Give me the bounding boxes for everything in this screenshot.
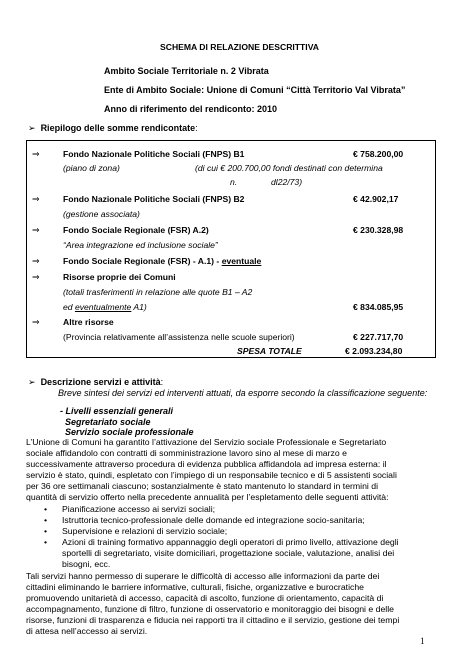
bullet-icon: • xyxy=(44,526,48,536)
page-number: 1 xyxy=(420,636,425,646)
implies-arrow-icon: ⇒ xyxy=(32,272,40,282)
fund-amount: € 230.328,98 xyxy=(353,225,404,235)
bullet-icon: • xyxy=(44,515,48,525)
paragraph-line: L’Unione di Comuni ha garantito l’attivazione del Servizio sociale Professionale e Segretariato xyxy=(26,437,387,447)
anno-value: : 2010 xyxy=(251,104,278,114)
fund-label: Risorse proprie dei Comuni xyxy=(63,272,176,282)
fund-note-underlined: eventualmente xyxy=(74,302,132,312)
fund-amount: € 227.717,70 xyxy=(353,332,404,342)
paragraph xyxy=(26,571,446,638)
paragraph-line: sociale affidandolo con contratti di somministrazione lavoro sino al mese di marzo e xyxy=(26,448,347,459)
fund-note xyxy=(63,302,147,312)
paragraph-line: quantità di servizio offerto nella precedente annualità per l’espletamento delle seguenti attività: xyxy=(26,492,389,503)
anno-line xyxy=(104,104,277,114)
level-heading: Servizio sociale professionale xyxy=(65,427,194,437)
total-label: SPESA TOTALE xyxy=(237,346,302,356)
arrow-bullet-icon: ➢ xyxy=(28,123,36,133)
fund-label: Altre risorse xyxy=(63,317,114,327)
fund-label: Fondo Sociale Regionale (FSR) A.2) xyxy=(63,225,209,235)
fund-note: “Area integrazione ed inclusione sociale” xyxy=(63,240,218,250)
descrizione-label: Descrizione servizi e attività xyxy=(40,377,161,387)
fund-note-text: A1) xyxy=(131,302,147,312)
paragraph-line: risorse, funzioni di trasparenza e fiducia nei rapporti tra il cittadino e il servizio, gestione dei tempi xyxy=(26,615,400,626)
level-heading: Segretariato sociale xyxy=(65,417,151,427)
arrow-bullet-icon: ➢ xyxy=(28,377,36,387)
paragraph-line: servizio è stato, quindi, espletato con l’impiego di un responsabile tecnico e di 5 assistenti sociali xyxy=(26,470,397,481)
fund-note: (di cui € 200.700,00 fondi destinati con determina xyxy=(195,163,383,173)
ambito-heading: Ambito Sociale Territoriale n. 2 Vibrata xyxy=(104,66,269,76)
descrizione-intro: Breve sintesi dei servizi ed interventi attuati, da esporre secondo la classificazione seguente: xyxy=(58,388,428,398)
paragraph-line: per 36 ore settimanali ciascuno; sostanzialmente è stato mantenuto lo standard in termini di xyxy=(26,481,379,492)
fund-note: (gestione associata) xyxy=(63,209,140,219)
page-title: SCHEMA DI RELAZIONE DESCRITTIVA xyxy=(160,42,319,52)
fund-note: dl22/73) xyxy=(271,177,303,187)
list-item: Supervisione e relazioni di servizio sociale; xyxy=(62,526,228,536)
fund-note: (totali trasferimenti in relazione alle quote B1 – A2 xyxy=(63,287,253,297)
total-amount: € 2.093.234,80 xyxy=(345,346,403,356)
paragraph-line: Tali servizi hanno permesso di superare le difficoltà di accesso alle informazioni da parte dei xyxy=(26,571,380,581)
list-item-line: bisogni, ecc. xyxy=(62,559,111,569)
level-heading: - Livelli essenziali generali xyxy=(60,406,174,416)
paragraph xyxy=(26,437,446,504)
implies-arrow-icon: ⇒ xyxy=(32,317,40,327)
bullet-icon: • xyxy=(44,504,48,514)
fund-note: (piano di zona) xyxy=(63,163,120,173)
fund-label: Fondo Nazionale Politiche Sociali (FNPS) B1 xyxy=(63,149,245,159)
list-item-line: sportelli di segretariato, visite domiciliari, progettazione sociale, valutazione, analisi dei xyxy=(62,548,395,558)
fund-amount: € 42.902,17 xyxy=(353,194,399,204)
funds-table xyxy=(26,140,436,358)
implies-arrow-icon: ⇒ xyxy=(32,149,40,159)
paragraph-line: accompagnamento, funzione di filtro, funzione di osservatorio e monitoraggio dei bisogni e delle xyxy=(26,604,394,615)
fund-amount: € 834.085,95 xyxy=(353,302,404,312)
descrizione-heading xyxy=(28,377,163,388)
bullet-icon: • xyxy=(44,537,48,547)
fund-label: Fondo Nazionale Politiche Sociali (FNPS) B2 xyxy=(63,194,245,204)
paragraph-line: promuovendo unitarietà di accesso, capacità di ascolto, funzione di orientamento, capacità di xyxy=(26,593,384,604)
list-item-line: Azioni di training formativo appannaggio degli operatori di primo livello, attivazione degli xyxy=(62,537,399,547)
paragraph-line: successivamente attraverso procedura di evidenza pubblica affidandola ad impresa esterna: il xyxy=(26,459,387,470)
descrizione-colon: : xyxy=(160,377,164,387)
fund-note: (Provincia relativamente all’assistenza nelle scuole superiori) xyxy=(63,332,295,342)
fund-amount: € 758.200,00 xyxy=(353,149,404,159)
implies-arrow-icon: ⇒ xyxy=(32,194,40,204)
anno-label: Anno di riferimento del rendiconto xyxy=(104,104,252,114)
fund-label-text: Fondo Sociale Regionale (FSR) - A.1) - xyxy=(63,256,222,266)
fund-label-underlined: eventuale xyxy=(221,256,262,266)
implies-arrow-icon: ⇒ xyxy=(32,256,40,266)
fund-label xyxy=(63,256,261,266)
paragraph-line: cittadini eliminando le barriere informative, culturali, fisiche, organizzative e burocratiche xyxy=(26,582,365,593)
fund-note-text: ed xyxy=(63,302,75,312)
paragraph-line: di attesa nell’accesso ai servizi. xyxy=(26,626,148,637)
list-item xyxy=(62,537,399,570)
list-item: Istruttoria tecnico-professionale delle domande ed integrazione socio-sanitaria; xyxy=(62,515,365,525)
riepilogo-colon: : xyxy=(195,123,198,133)
implies-arrow-icon: ⇒ xyxy=(32,225,40,235)
ente-heading: Ente di Ambito Sociale: Unione di Comuni “Città Territorio Val Vibrata” xyxy=(104,85,406,95)
riepilogo-heading xyxy=(28,123,198,134)
list-item: Pianificazione accesso ai servizi sociali; xyxy=(62,504,216,514)
fund-note: n. xyxy=(230,177,238,187)
riepilogo-label: Riepilogo delle somme rendicontate xyxy=(40,123,196,133)
